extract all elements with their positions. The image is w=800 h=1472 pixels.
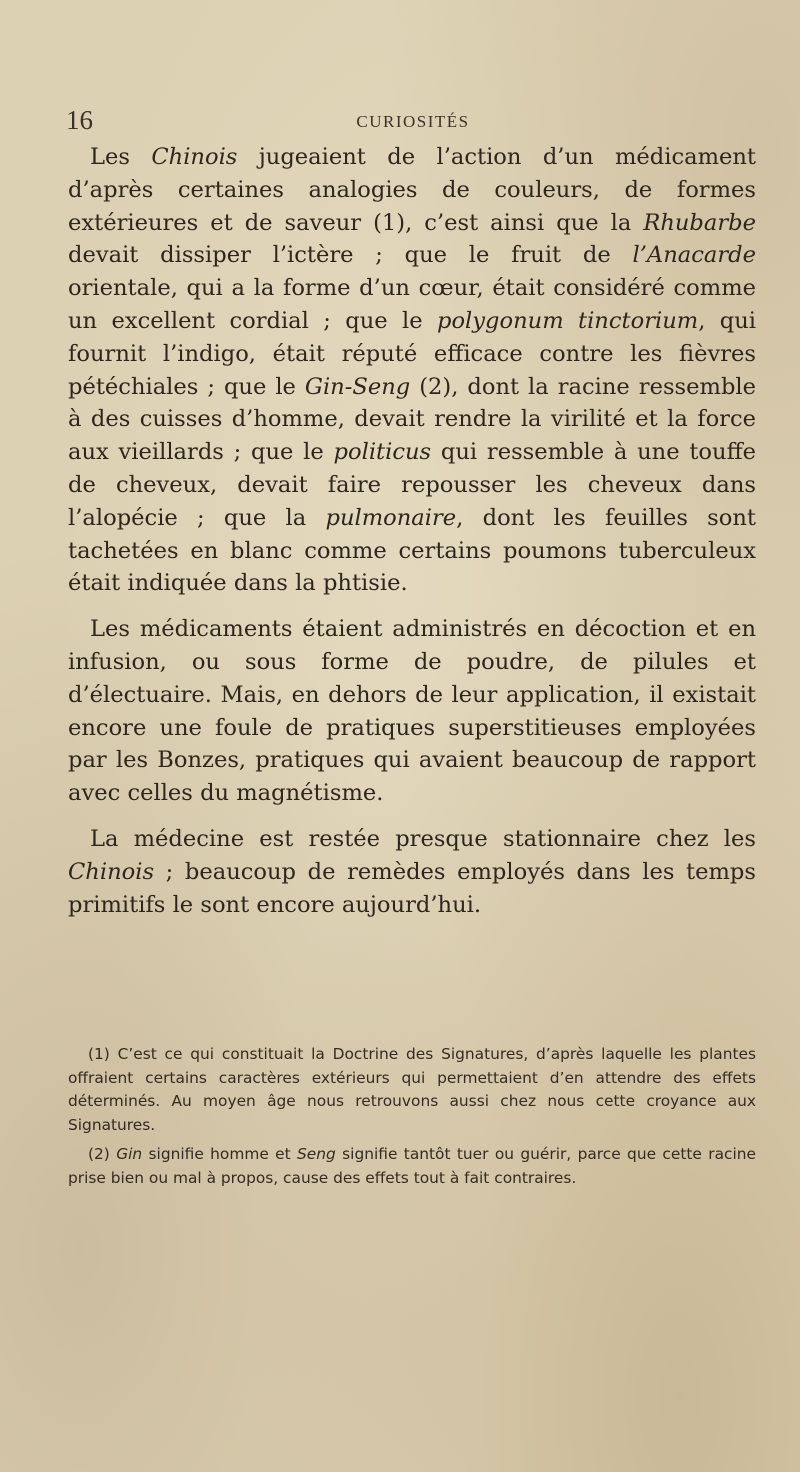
text-run: , qui fournit l’indigo, était réputé efficace contre les fièvres pétéchiales ; que le — [68, 307, 756, 400]
page-number: 16 — [66, 105, 93, 135]
text-run: (2), dont la racine ressemble à des cuisses d’homme, devait rendre la virilité et la force aux vieillards ; que le — [68, 373, 757, 466]
italic-text: l’Anacarde — [632, 242, 756, 269]
text-run: jugeaient de l’action d’un médicament d’après certaines analogies de couleurs, de formes extérieures et de saveur (1), c’est ainsi que la — [68, 144, 757, 236]
text-run: devait dissiper l’ictère ; que le fruit de — [68, 242, 633, 269]
text-run: Les — [90, 144, 152, 170]
italic-text: Chinois — [68, 858, 155, 885]
italic-text: Gin-Seng — [304, 373, 411, 400]
text-run: La médecine est restée presque stationnaire chez les — [90, 825, 756, 852]
footnotes — [68, 1043, 756, 1197]
paragraph — [68, 823, 756, 921]
italic-text: Chinois — [151, 144, 238, 170]
text-run: Les médicaments étaient administrés en décoction et en infusion, ou sous forme de poudre, de pilules et d’électuaire. Mais, en dehors de leur application, il existait encore une foule de pratiques superstitieuses employées par les Bonzes, pratiques qui avaient beaucoup de rapport avec celles du magnétisme. — [68, 616, 756, 807]
italic-text: Gin — [116, 1145, 143, 1164]
text-run: qui ressemble à une touffe de cheveux, devait faire repousser les cheveux dans l’alopécie ; que la — [68, 439, 757, 531]
running-title: CURIOSITÉS — [356, 112, 470, 131]
text-run: orientale, qui a la forme d’un cœur, était considéré comme un excellent cordial ; que le — [68, 275, 756, 334]
footnote — [68, 1043, 756, 1137]
text-run: signifie tantôt tuer ou guérir, parce que cette racine prise bien ou mal à propos, cause des effets tout à fait contraires. — [68, 1145, 756, 1187]
italic-text: Seng — [297, 1145, 336, 1164]
text-run: , dont les feuilles sont tachetées en blanc comme certains poumons tuberculeux était indiquée dans la phtisie. — [68, 504, 756, 597]
italic-text: pulmonaire — [325, 504, 457, 531]
footnote — [68, 1143, 756, 1190]
text-run: ; beaucoup de remèdes employés dans les temps primitifs le sont encore aujourd’hui. — [68, 858, 756, 918]
text-run: (1) C’est ce qui constituait la Doctrine des Signatures, d’après laquelle les plantes offraient certains caractères extérieurs qui permettaient d’en attendre des effets déterminés. Au moyen âge nous retrouvons aussi chez nous cette croyance aux Signatures. — [68, 1045, 756, 1134]
running-head — [66, 104, 760, 140]
paragraph — [68, 613, 756, 810]
italic-text: Rhubarbe — [643, 209, 756, 236]
text-run: (2) — [88, 1145, 117, 1164]
italic-text: politicus — [333, 439, 432, 466]
main-text — [68, 141, 756, 934]
text-run: signifie homme et — [142, 1145, 298, 1164]
italic-text: polygonum tinctorium — [436, 307, 699, 334]
paragraph — [68, 141, 756, 600]
